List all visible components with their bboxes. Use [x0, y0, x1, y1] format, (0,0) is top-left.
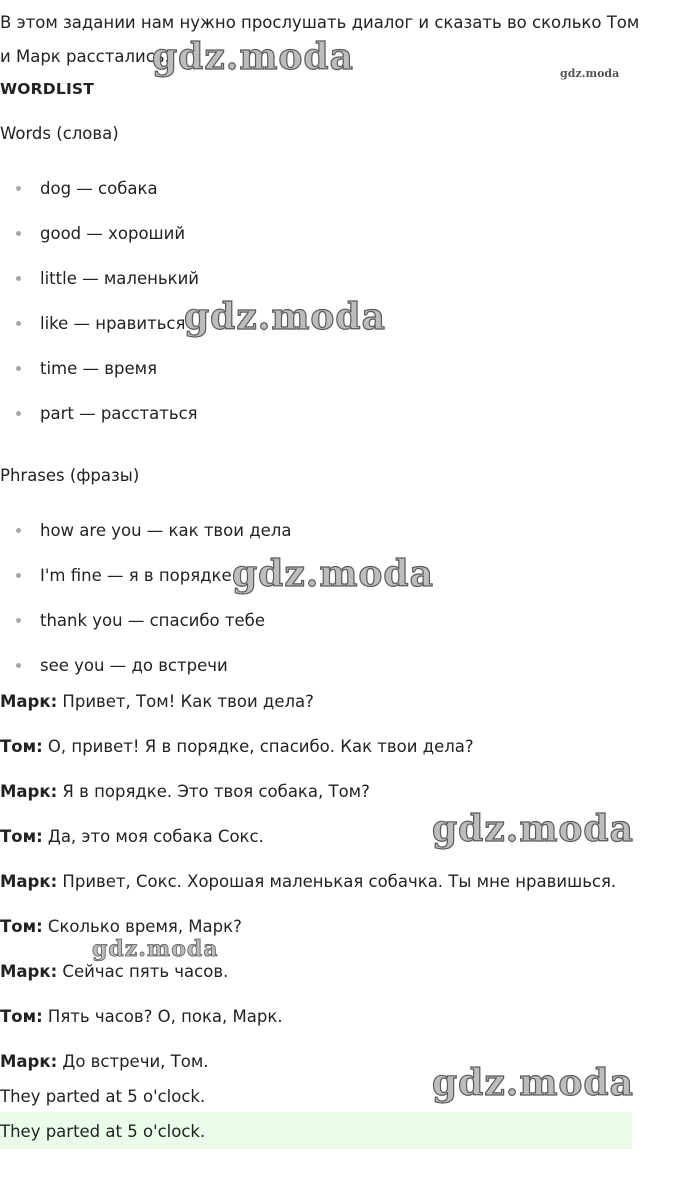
- bullet-icon: [16, 411, 21, 416]
- speaker-name: Марк: [0, 782, 51, 801]
- answer-text: They parted at 5 o'clock.: [0, 1087, 206, 1106]
- speaker-name: Марк: [0, 962, 51, 981]
- bullet-icon: [16, 321, 21, 326]
- speaker-colon: :: [36, 827, 43, 846]
- bullet-icon: [16, 618, 21, 623]
- speaker-colon: :: [50, 962, 58, 981]
- list-item-text: like — нравиться: [40, 314, 186, 333]
- dialog-text: Сколько время, Марк?: [42, 917, 242, 936]
- dialog-line: [0, 870, 616, 894]
- speaker-colon: :: [50, 782, 58, 801]
- answer-highlight: [0, 1112, 632, 1149]
- speaker-name: Марк: [0, 872, 51, 891]
- dialog-line: [0, 825, 264, 849]
- list-item-text: see you — до встречи: [40, 656, 228, 675]
- dialog-text: О, привет! Я в порядке, спасибо. Как твои дела?: [42, 737, 474, 756]
- list-item-text: dog — собака: [40, 179, 158, 198]
- words-list: [0, 176, 199, 446]
- intro-text: В этом задании нам нужно прослушать диалог и сказать во сколько Том и Марк расстались.: [0, 13, 640, 66]
- list-item-text: thank you — спасибо тебе: [40, 611, 265, 630]
- dialog-line: [0, 780, 370, 804]
- list-item: [0, 176, 199, 221]
- speaker-colon: :: [36, 1007, 43, 1026]
- list-item-text: part — расстаться: [40, 404, 198, 423]
- bullet-icon: [16, 528, 21, 533]
- dialog-line: [0, 1005, 283, 1029]
- answer-highlight-text: They parted at 5 o'clock.: [0, 1122, 206, 1141]
- list-item-text: I'm fine — я в порядке: [40, 566, 232, 585]
- dialog-line: [0, 960, 228, 984]
- watermark-logo-small: gdz.moda: [560, 67, 620, 80]
- list-item: [0, 608, 291, 653]
- bullet-icon: [16, 573, 21, 578]
- bullet-icon: [16, 663, 21, 668]
- speaker-name: Марк: [0, 692, 51, 711]
- list-item: [0, 311, 199, 356]
- dialog-text: Я в порядке. Это твоя собака, Том?: [57, 782, 370, 801]
- watermark-logo: gdz.moda: [432, 1062, 634, 1104]
- wordlist-heading: WORDLIST: [0, 80, 95, 98]
- speaker-name: Том: [0, 1007, 37, 1026]
- speaker-colon: :: [50, 872, 58, 891]
- list-item: [0, 266, 199, 311]
- bullet-icon: [16, 186, 21, 191]
- speaker-colon: :: [50, 692, 58, 711]
- phrases-title: Phrases (фразы): [0, 466, 140, 485]
- dialog-line: [0, 690, 314, 714]
- words-title: Words (слова): [0, 124, 119, 143]
- speaker-name: Том: [0, 917, 37, 936]
- watermark-logo: gdz.moda: [184, 296, 386, 338]
- watermark-logo: gdz.moda: [232, 553, 434, 595]
- dialog-text: Пять часов? О, пока, Марк.: [42, 1007, 283, 1026]
- dialog-text: До встречи, Том.: [57, 1052, 209, 1071]
- speaker-colon: :: [36, 917, 43, 936]
- speaker-colon: :: [50, 1052, 58, 1071]
- bullet-icon: [16, 366, 21, 371]
- dialog-text: Привет, Том! Как твои дела?: [57, 692, 314, 711]
- speaker-name: Том: [0, 737, 37, 756]
- watermark-logo: gdz.moda: [152, 36, 354, 78]
- list-item: [0, 356, 199, 401]
- list-item-text: good — хороший: [40, 224, 186, 243]
- bullet-icon: [16, 276, 21, 281]
- watermark-logo: gdz.moda: [92, 936, 219, 962]
- list-item: [0, 221, 199, 266]
- list-item-text: little — маленький: [40, 269, 200, 288]
- dialog-line: [0, 1050, 209, 1074]
- list-item: [0, 401, 199, 446]
- dialog-text: Да, это моя собака Сокс.: [42, 827, 264, 846]
- speaker-colon: :: [36, 737, 43, 756]
- list-item-text: time — время: [40, 359, 157, 378]
- watermark-logo: gdz.moda: [432, 808, 634, 850]
- dialog-line: [0, 735, 474, 759]
- list-item-text: how are you — как твои дела: [40, 521, 292, 540]
- dialog-text: Сейчас пять часов.: [57, 962, 229, 981]
- phrases-list: [0, 518, 291, 698]
- bullet-icon: [16, 231, 21, 236]
- speaker-name: Марк: [0, 1052, 51, 1071]
- speaker-name: Том: [0, 827, 37, 846]
- dialog-text: Привет, Сокс. Хорошая маленькая собачка. Ты мне нравишься.: [57, 872, 617, 891]
